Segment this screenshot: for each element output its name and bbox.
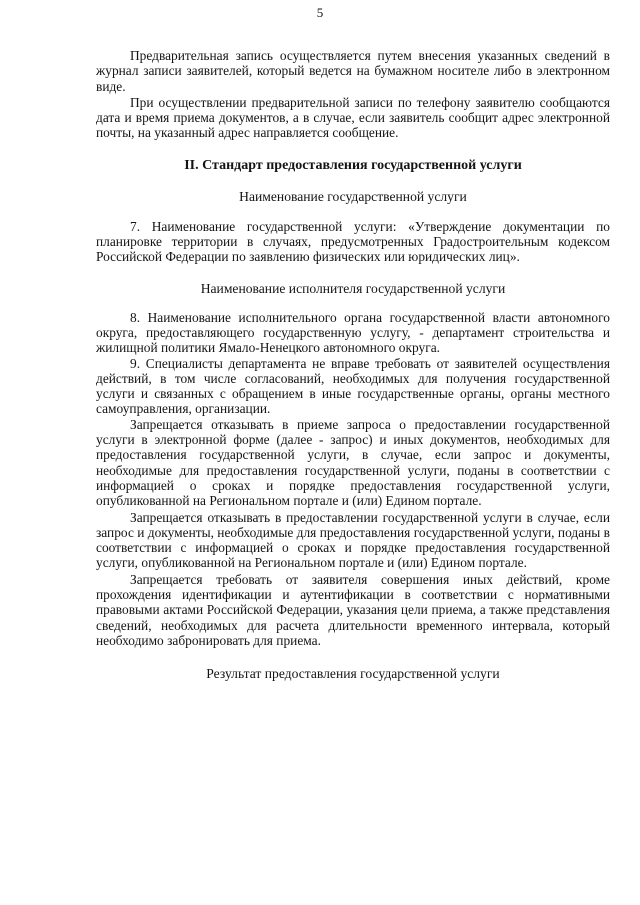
page-number: 5: [316, 5, 324, 20]
section-title: II. Стандарт предоставления государственной услуги: [184, 157, 522, 173]
paragraph-8: 8. Наименование исполнительного органа государственной власти автономного округа, предоставляющего государственную услугу, - департамент строительства и жилищной политики Ямало-Ненецкого автономного округа.: [96, 309, 610, 356]
paragraph-require: Запрещается требовать от заявителя совершения иных действий, кроме прохождения идентификации и аутентификации в соответствии с нормативными правовыми актами Российской Федерации, указания цели приема, а также представления сведений, необходимых для расчета длительности временного интервала, который необходимо забронировать для приема.: [96, 571, 610, 648]
paragraph-preliminary-record: Предварительная запись осуществляется путем внесения указанных сведений в журнал записи заявителей, который ведется на бумажном носителе либо в электронном виде.: [96, 48, 610, 94]
heading-executor: Наименование исполнителя государственной услуги: [200, 280, 506, 296]
paragraph-refuse-request: Запрещается отказывать в приеме запроса о предоставлении государственной услуги в электронной форме (далее - запрос) и иных документов, необходимых для предоставления государственной услуги, в случае, если запрос и документы, необходимые для предоставления государственной услуги, поданы в соответствии с информацией о сроках и порядке предоставления государственной услуги, опубликованной на Региональном портале и (или) Едином портале.: [96, 416, 610, 509]
heading-result: Результат предоставления государственной услуги: [206, 666, 500, 682]
paragraph-phone-record: При осуществлении предварительной записи по телефону заявителю сообщаются дата и время приема документов, а в случае, если заявитель сообщит адрес электронной почты, на указанный адрес направляется сообщение.: [96, 94, 610, 141]
paragraph-refuse-service: Запрещается отказывать в предоставлении государственной услуги в случае, если запрос и документы, необходимые для предоставления государственной услуги, поданы в соответствии с информацией о сроках и порядке предоставления государственной услуги, опубликованной на Региональном портале и (или) Едином портале.: [96, 509, 610, 571]
paragraph-9: 9. Специалисты департамента не вправе требовать от заявителей осуществления действий, в том числе согласований, необходимых для получения государственной услуги и связанных с обращением в иные государственные органы, органы местного самоуправления, организации.: [96, 355, 610, 417]
heading-service-name: Наименование государственной услуги: [239, 188, 467, 204]
paragraph-7: 7. Наименование государственной услуги: «Утверждение документации по планировке территории в случаях, предусмотренных Градостроительным кодексом Российской Федерации по заявлению физических или юридических лиц».: [96, 218, 610, 265]
document-body: [96, 48, 610, 682]
